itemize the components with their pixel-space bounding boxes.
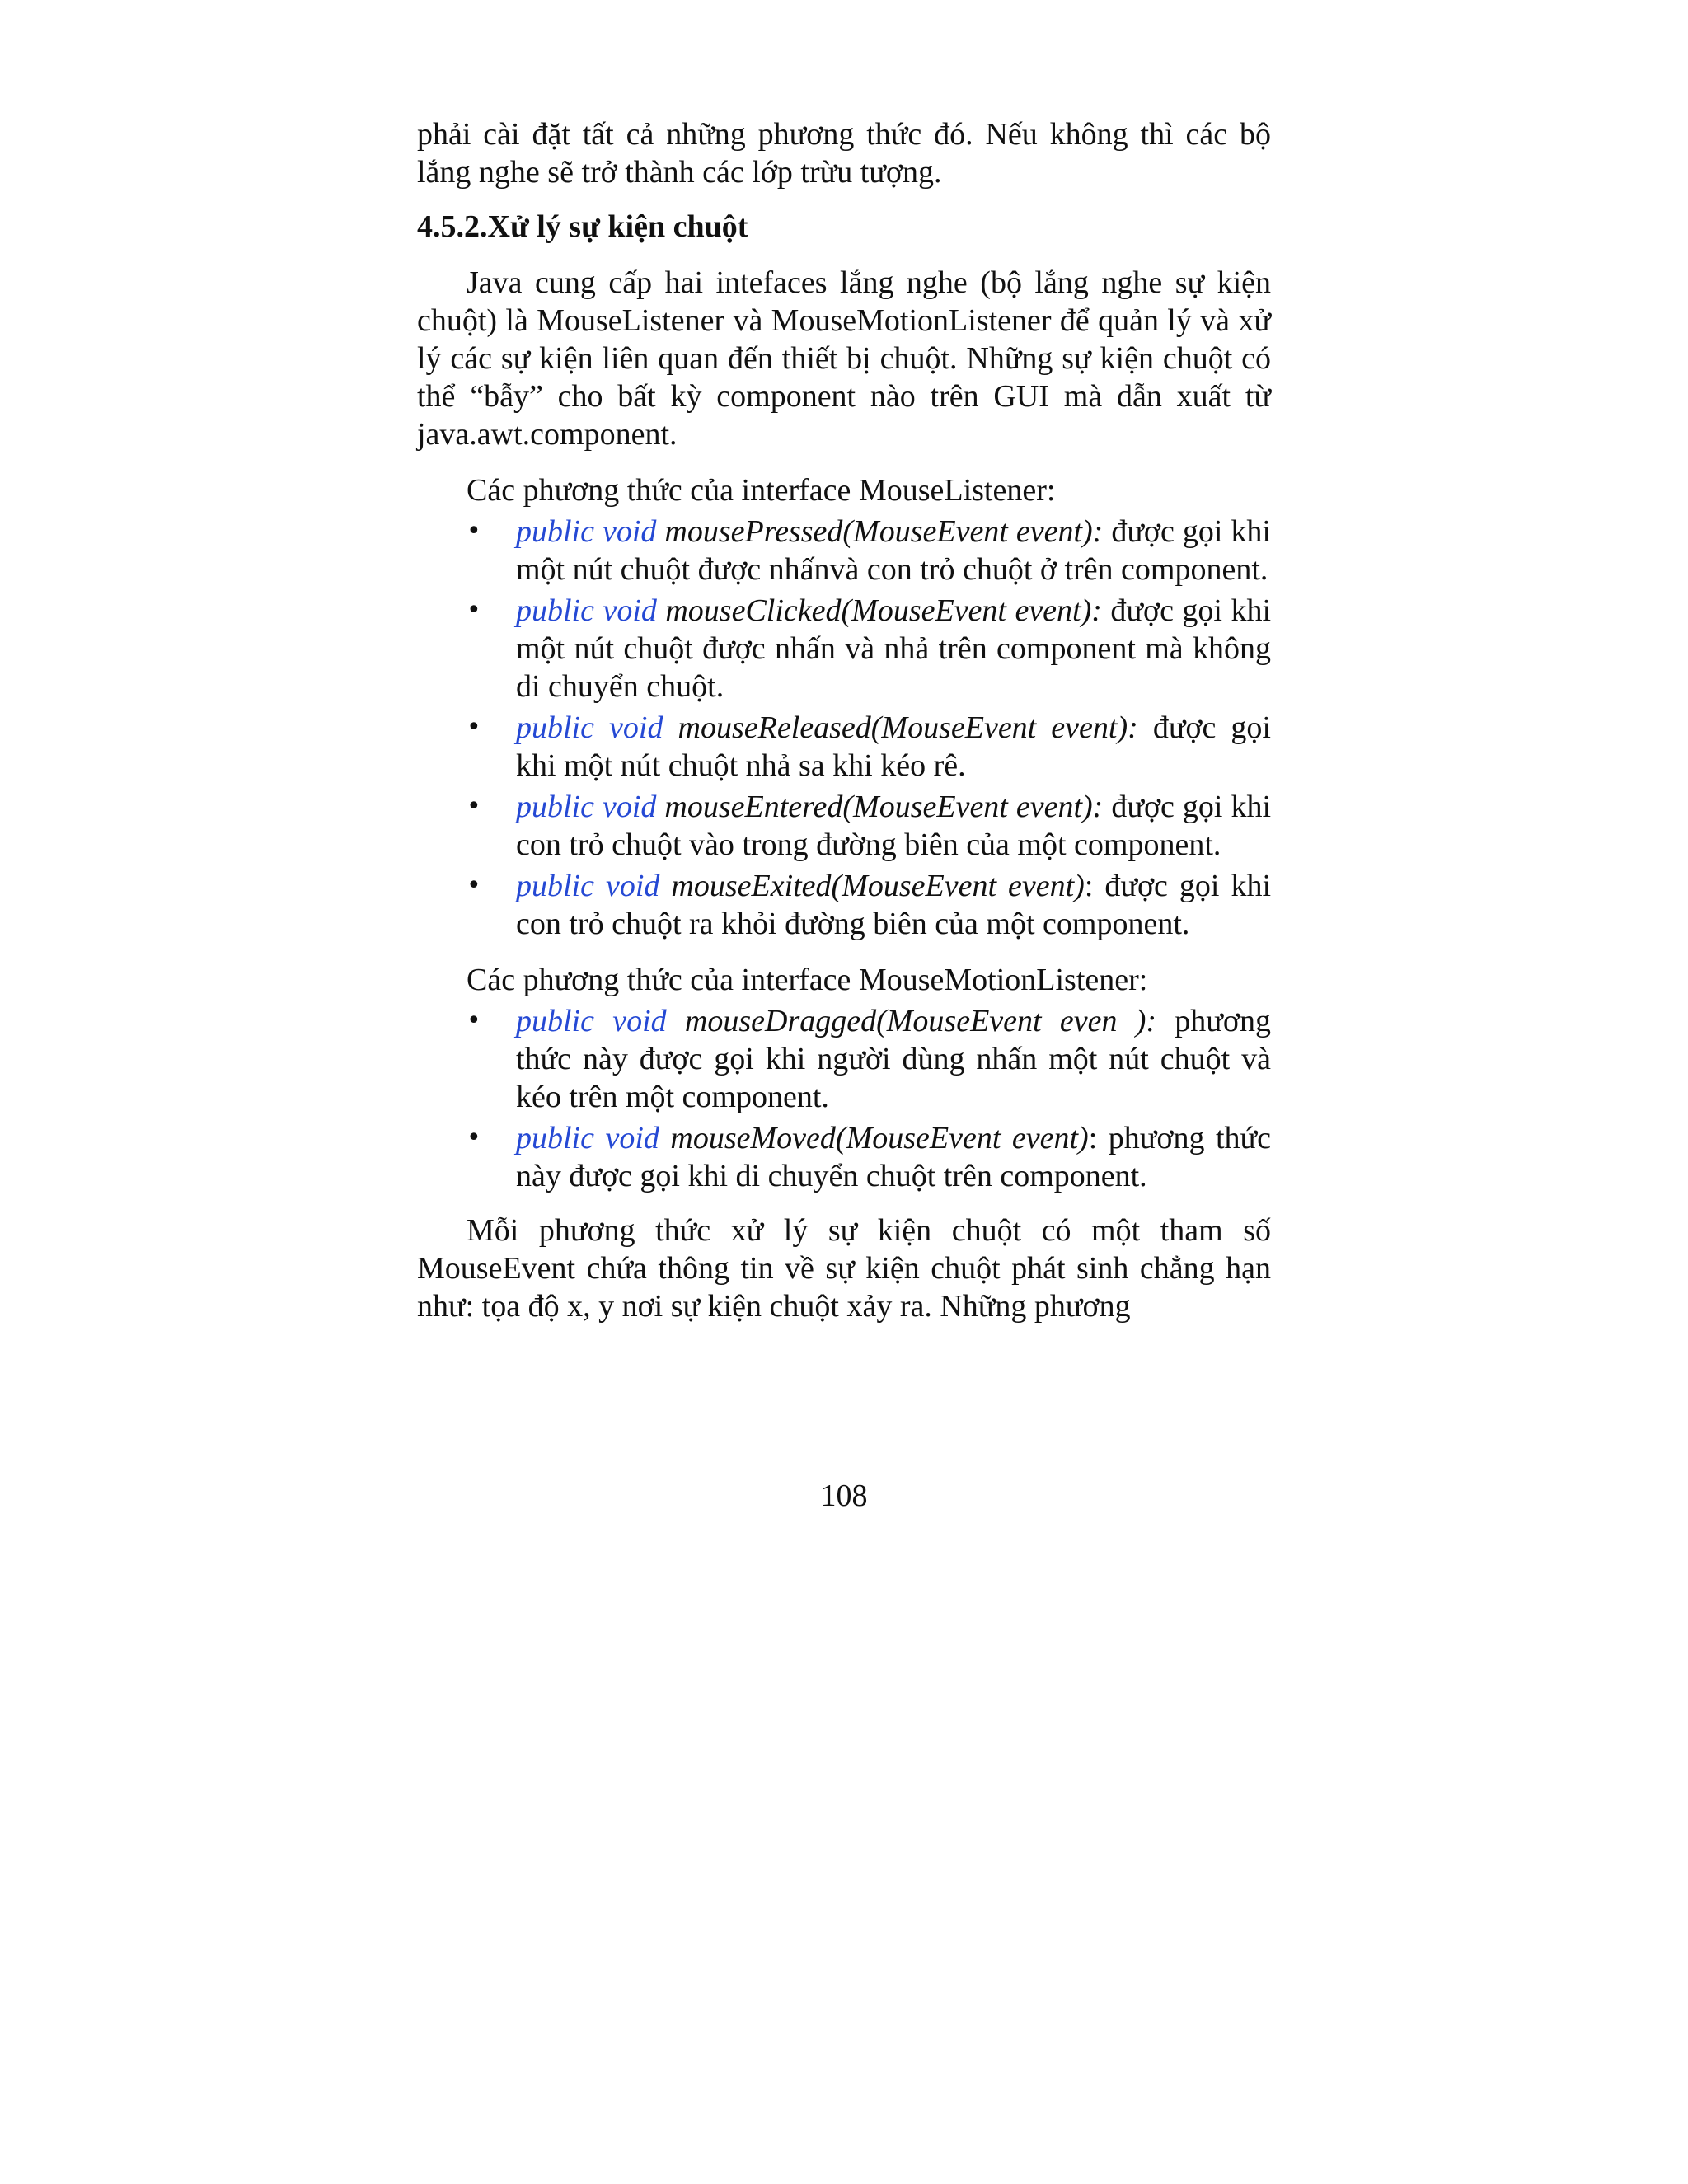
bullet-icon: • [467,713,481,742]
method-signature: mouseReleased(MouseEvent event): [663,710,1138,745]
bullet-icon: • [467,871,481,900]
bullet-icon: • [467,596,481,625]
method-item [417,709,1271,785]
method-description: : được gọi khi con trỏ chuột ra khỏi đường biên của một component. [516,869,1272,941]
intro-paragraph: phải cài đặt tất cả những phương thức đó. Nếu không thì các bộ lắng nghe sẽ trở thành các lớp trừu tượng. [417,117,1271,190]
method-signature: mouseClicked(MouseEvent event): [656,593,1102,628]
paragraph-java-listeners: Java cung cấp hai intefaces lắng nghe (bộ lắng nghe sự kiện chuột) là MouseListener và MouseMotionListener để quản lý và xử lý các sự kiện liên quan đến thiết bị chuột. Những sự kiện chuột có thể “bẫy” cho bất kỳ component nào trên GUI mà dẫn xuất từ java.awt.component. [417,265,1271,452]
method-description: được gọi khi một nút chuột được nhấn và nhả trên component mà không di chuyển chuột. [516,593,1272,704]
mouse-listener-methods [417,513,1271,943]
mouse-listener-lead: Các phương thức của interface MouseListener: [467,473,1056,508]
section-heading: 4.5.2.Xử lý sự kiện chuột [417,209,748,244]
method-item [417,1119,1271,1195]
paragraph-mouse-event: Mỗi phương thức xử lý sự kiện chuột có một tham số MouseEvent chứa thông tin về sự kiện chuột phát sinh chẳng hạn như: tọa độ x, y nơi sự kiện chuột xảy ra. Những phương [417,1213,1271,1324]
bullet-icon: • [467,1123,481,1152]
method-signature: mouseDragged(MouseEvent even ): [666,1004,1157,1038]
method-item [417,592,1271,705]
method-description: : phương thức này được gọi khi di chuyển chuột trên component. [516,1121,1271,1193]
method-keyword: public void [516,790,657,824]
method-item [417,1002,1271,1116]
method-signature: mousePressed(MouseEvent event): [656,514,1104,549]
mouse-motion-listener-methods [417,1002,1271,1195]
method-description: phương thức này được gọi khi người dùng nhấn một nút chuột và kéo trên một component. [516,1004,1271,1114]
method-description: được gọi khi một nút chuột nhả sa khi kéo rê. [516,710,1271,783]
method-signature: mouseEntered(MouseEvent event): [656,790,1104,824]
method-keyword: public void [516,593,657,628]
bullet-icon: • [467,517,481,546]
method-description: được gọi khi một nút chuột được nhấnvà con trỏ chuột ở trên component. [516,514,1271,587]
method-item [417,867,1271,943]
method-keyword: public void [516,514,657,549]
method-item [417,513,1271,588]
method-description: được gọi khi con trỏ chuột vào trong đường biên của một component. [516,790,1272,862]
method-keyword: public void [516,869,660,903]
method-keyword: public void [516,1004,667,1038]
mouse-motion-listener-lead: Các phương thức của interface MouseMotionListener: [467,963,1148,997]
bullet-icon: • [467,792,481,821]
bullet-icon: • [467,1006,481,1035]
method-keyword: public void [516,710,663,745]
method-signature: mouseMoved(MouseEvent event) [659,1121,1089,1155]
method-signature: mouseExited(MouseEvent event) [659,869,1085,903]
page-content [417,115,1271,1325]
page-number: 108 [820,1479,868,1513]
method-item [417,788,1271,864]
method-keyword: public void [516,1121,659,1155]
